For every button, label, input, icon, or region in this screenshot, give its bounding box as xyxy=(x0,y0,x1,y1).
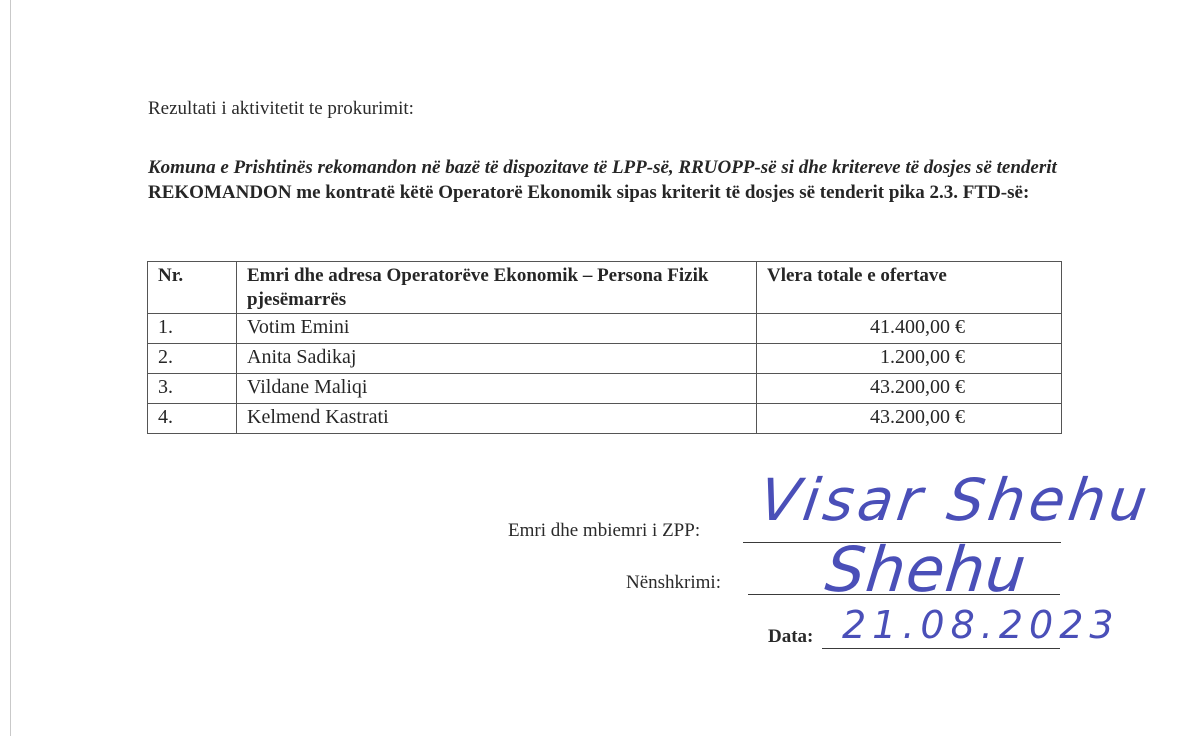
header-nr: Nr. xyxy=(148,262,237,314)
row-value: 41.400,00 € xyxy=(757,314,1062,344)
handwritten-signature: Shehu xyxy=(822,533,1031,606)
table-row xyxy=(148,374,1062,404)
date-label: Data: xyxy=(768,626,814,647)
scan-edge-line xyxy=(10,0,11,736)
handwritten-name: Visar Shehu xyxy=(755,466,1156,534)
handwritten-date: 21.08.2023 xyxy=(842,603,1120,647)
recommendation-bold: REKOMANDON me kontratë këtë Operatorë Ekonomik sipas kriterit të dosjes së tenderit pika 2.3. FTD-së: xyxy=(148,182,1030,203)
table-row xyxy=(148,314,1062,344)
row-name: Vildane Maliqi xyxy=(237,374,757,404)
row-nr: 1. xyxy=(148,314,237,344)
row-name: Votim Emini xyxy=(237,314,757,344)
recommendation-paragraph xyxy=(148,155,1068,205)
row-value: 1.200,00 € xyxy=(757,344,1062,374)
table-header-row xyxy=(148,262,1062,314)
row-name: Kelmend Kastrati xyxy=(237,404,757,434)
date-line xyxy=(822,648,1060,649)
row-value: 43.200,00 € xyxy=(757,374,1062,404)
row-value: 43.200,00 € xyxy=(757,404,1062,434)
header-operator-name: Emri dhe adresa Operatorëve Ekonomik – Persona Fizik pjesëmarrës xyxy=(237,262,757,314)
row-nr: 3. xyxy=(148,374,237,404)
row-nr: 2. xyxy=(148,344,237,374)
header-total-value: Vlera totale e ofertave xyxy=(757,262,1062,314)
signature-label: Nënshkrimi: xyxy=(626,572,721,593)
table-row xyxy=(148,404,1062,434)
row-nr: 4. xyxy=(148,404,237,434)
offers-table xyxy=(147,261,1062,434)
table-row xyxy=(148,344,1062,374)
result-heading: Rezultati i aktivitetit te prokurimit: xyxy=(148,98,414,119)
recommendation-italic: Komuna e Prishtinës rekomandon në bazë të dispozitave të LPP-së, RRUOPP-së si dhe kritereve të dosjes së tenderit xyxy=(148,157,1057,178)
row-name: Anita Sadikaj xyxy=(237,344,757,374)
name-label: Emri dhe mbiemri i ZPP: xyxy=(508,520,701,541)
